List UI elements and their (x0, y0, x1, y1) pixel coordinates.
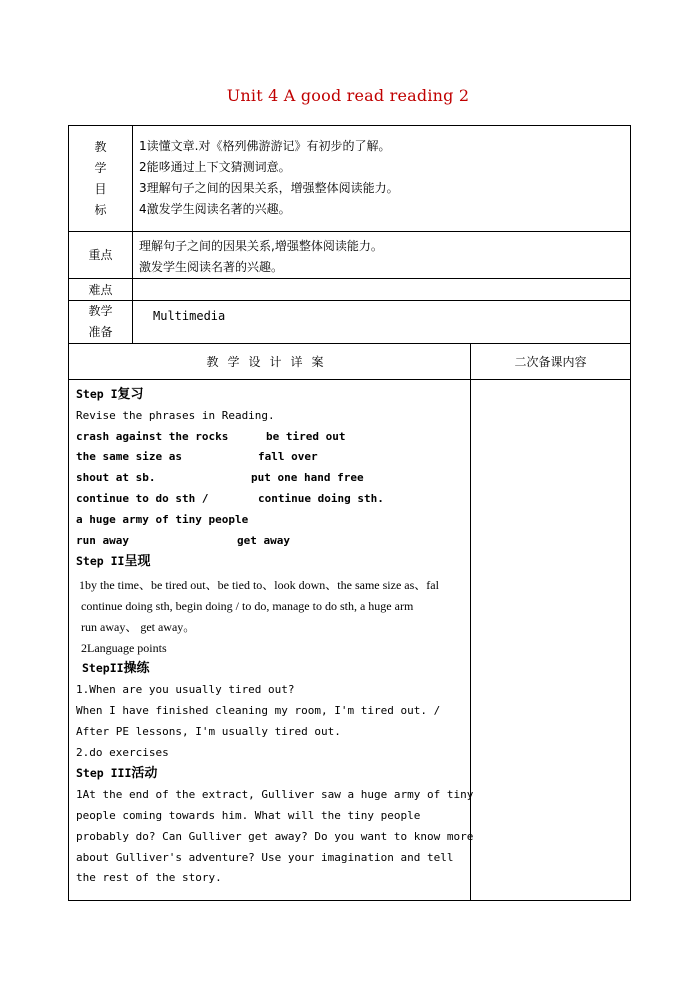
goal-item: 3理解句子之间的因果关系，增强整体阅读能力。 (139, 181, 399, 195)
second-prep-content (471, 380, 631, 901)
goals-row (69, 126, 631, 232)
difficulty-row (69, 279, 631, 301)
step-text: continue doing sth, begin doing / to do, manage to do sth, a huge arm (81, 598, 414, 613)
difficulty-content (133, 279, 631, 301)
section-header-row (69, 344, 631, 380)
step-text: 2Language points (81, 640, 167, 655)
design-body (69, 380, 474, 901)
prep-label: 教学 准备 (69, 301, 133, 344)
step-text: 2.do exercises (76, 745, 169, 759)
goals-label: 教 学 目 标 (69, 126, 133, 232)
prep-row (69, 301, 631, 344)
lesson-plan-table (68, 125, 631, 901)
focus-content (133, 232, 631, 279)
step-text: 1.When are you usually tired out? (76, 683, 295, 697)
step-heading: Step I复习 (76, 387, 144, 402)
step-text: 1At the end of the extract, Gulliver saw a huge army of tiny (76, 788, 474, 802)
focus-row (69, 232, 631, 279)
phrase-row: run away get away (76, 533, 290, 547)
design-header: 教学设计详案 (69, 344, 471, 380)
step-text: people coming towards him. What will the tiny people (76, 808, 421, 822)
step-text: probably do? Can Gulliver get away? Do you want to know more (76, 829, 474, 843)
phrase-row: crash against the rocks be tired out (76, 429, 346, 443)
document-title: Unit 4 A good read reading 2 (226, 86, 470, 105)
goal-item: 4激发学生阅读名著的兴趣。 (139, 202, 291, 216)
goal-item: 1读懂文章.对《格列佛游游记》有初步的了解。 (139, 139, 391, 153)
step-heading: StepII操练 (82, 661, 150, 677)
step-text: Revise the phrases in Reading. (76, 408, 275, 422)
step-text: run away、 get away。 (81, 619, 196, 634)
step-text: After PE lessons, I'm usually tired out. (76, 724, 341, 738)
phrase-row: the same size as fall over (76, 450, 318, 464)
difficulty-label: 难点 (69, 279, 133, 301)
focus-item: 理解句子之间的因果关系,增强整体阅读能力。 (139, 239, 383, 253)
phrase-row: continue to do sth / continue doing sth. (76, 491, 384, 505)
focus-label: 重点 (69, 232, 133, 279)
goal-item: 2能哆通过上下文猜测词意。 (139, 160, 291, 174)
phrase-row: shout at sb. put one hand free (76, 471, 364, 485)
step-text: 1by the time、be tired out、be tied to、look down、the same size as、fal (79, 578, 439, 593)
design-body-row (69, 380, 631, 901)
step-text: the rest of the story. (76, 871, 222, 885)
prep-content: Multimedia (133, 301, 631, 344)
step-text: about Gulliver's adventure? Use your imagination and tell (76, 850, 454, 864)
focus-item: 激发学生阅读名著的兴趣。 (139, 260, 284, 274)
step-heading: Step III活动 (76, 766, 158, 782)
step-text: When I have finished cleaning my room, I'm tired out. / (76, 703, 441, 717)
second-prep-header: 二次备课内容 (471, 344, 631, 380)
step-heading: Step II呈现 (76, 554, 151, 570)
goals-content (133, 126, 631, 232)
phrase-row: a huge army of tiny people (76, 512, 249, 526)
